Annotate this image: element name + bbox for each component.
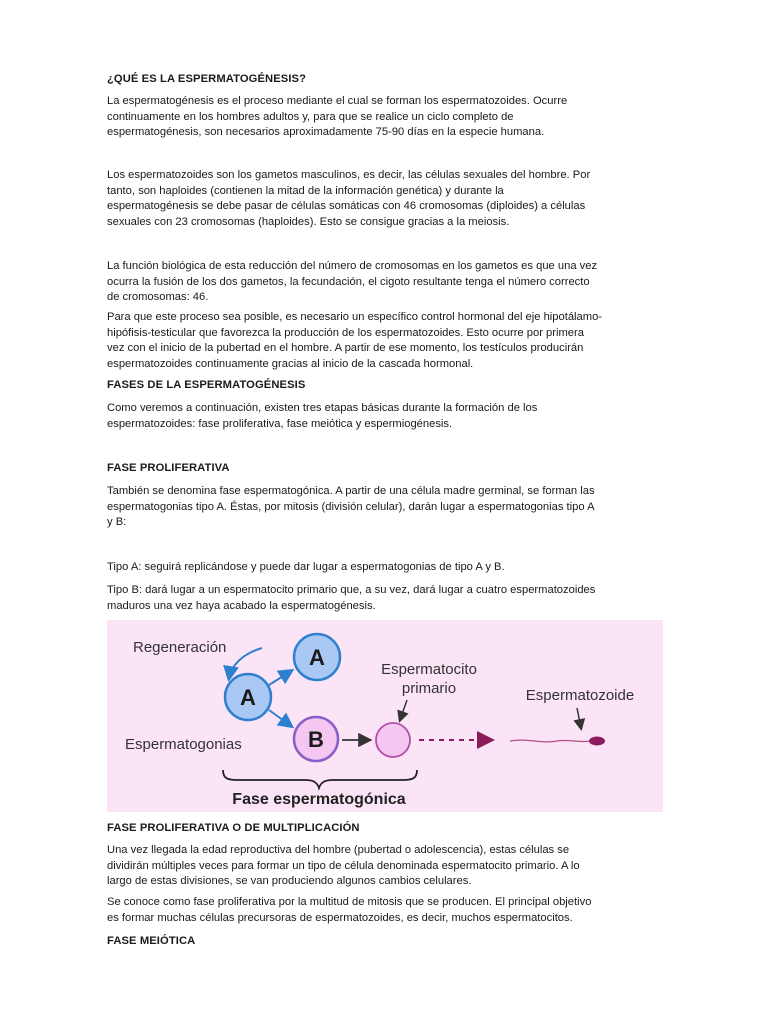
cell-a-top-label: A [309,645,325,670]
text-line: La función biológica de esta reducción del número de cromosomas en los gametos es que una vez [107,260,598,272]
heading-multiplicacion: FASE PROLIFERATIVA O DE MULTIPLICACIÓN [107,822,360,834]
arrow-a-to-a [269,671,291,685]
text-line: Como veremos a continuación, existen tres etapas básicas durante la formación de los [107,402,538,414]
text-line: La espermatogénesis es el proceso mediante el cual se forman los espermatozoides. Ocurre [107,95,568,107]
sperm-head [589,737,605,746]
heading-fases: FASES DE LA ESPERMATOGÉNESIS [107,379,306,391]
cell-espermatocito [376,723,410,757]
paragraph-edad-reproductiva [107,843,663,890]
text-line: y B: [107,516,127,529]
paragraph-control-hormonal [107,310,663,372]
text-line: espermatogénesis se debe pasar de células somáticas con 46 cromosomas (diploides) a células [107,200,586,213]
text-line: es formar muchas células precursoras de espermatozoides, es decir, muchos espermatocitos. [107,911,573,924]
label-espermatozoide: Espermatozoide [525,687,635,704]
cell-b-label: B [308,727,324,752]
text-line: de cromosomas: 46. [107,291,209,304]
text-line: espermatogonias tipo A. Éstas, por mitosis (división celular), darán lugar a espermatogonias tipo A [107,500,595,513]
pointer-espermatozoide [577,708,581,728]
text-line: Para que este proceso sea posible, es necesario un específico control hormonal del eje hipotálamo- [107,311,603,323]
heading-que-es: ¿QUÉ ES LA ESPERMATOGÉNESIS? [107,73,307,85]
text-line: espermatogénesis, son necesarios aproximadamente 75-90 días en la especie humana. [107,126,545,139]
sperm-tail [510,740,591,742]
label-espermatocito-line2: primario [401,680,457,697]
text-line: largo de estas divisiones, se van produciendo algunos cambios celulares. [107,875,472,888]
text-line: maduros una vez haya acabado la espermatogénesis. [107,599,376,612]
paragraph-gametos [107,168,663,230]
text-line: continuamente en los hombres adultos y, para que se realice un ciclo completo de [107,110,514,123]
paragraph-intro [107,94,663,141]
text-line: dividirán múltiples veces para formar un tipo de célula denominada espermatocito primario. A lo [107,859,580,872]
label-espermatogonias: Espermatogonias [125,736,242,753]
paragraph-tipo-b [107,583,663,614]
text-line: espermatozoides continuamente gracias al inicio de la cascada hormonal. [107,357,474,370]
text-line: Tipo A: seguirá replicándose y puede dar lugar a espermatogonias de tipo A y B. [107,561,505,573]
paragraph-funcion [107,259,663,306]
paragraph-etapas [107,401,663,432]
spermatogenesis-diagram [107,620,663,812]
text-line: Una vez llegada la edad reproductiva del hombre (pubertad o adolescencia), estas células se [107,844,570,856]
text-line: Tipo B: dará lugar a un espermatocito primario que, a su vez, dará lugar a cuatro espermatozoides [107,584,596,596]
text-line: espermatozoides: fase proliferativa, fase meiótica y espermiogénesis. [107,417,453,430]
text-line: Se conoce como fase proliferativa por la multitud de mitosis que se producen. El principal objetivo [107,896,592,908]
arrow-a-to-b [269,710,291,726]
text-line: vez con el inicio de la pubertad en el hombre. A partir de ese momento, los testículos producirán [107,342,584,355]
paragraph-espermatogonica [107,484,663,531]
label-espermatocito-line1: Espermatocito [381,661,477,678]
text-line: Los espermatozoides son los gametos masculinos, es decir, las células sexuales del hombre. Por [107,169,591,181]
pointer-espermatocito [400,700,407,720]
label-regeneracion: Regeneración [133,639,227,656]
text-line: hipófisis-testicular que favorezca la producción de los espermatozoides. Esto ocurre por primera [107,326,584,339]
label-fase-espermatogonica: Fase espermatogónica [232,791,406,808]
cell-a-left-label: A [240,685,256,710]
text-line: sexuales con 23 cromosomas (haploides). Esto se consigue gracias a la meiosis. [107,215,510,228]
heading-fase-proliferativa: FASE PROLIFERATIVA [107,462,230,474]
heading-fase-meiotica: FASE MEIÓTICA [107,935,196,947]
brace [223,770,417,788]
text-line: tanto, son haploides (contienen la mitad de la información genética) y durante la [107,184,504,197]
text-line: También se denomina fase espermatogónica. A partir de una célula madre germinal, se forman las [107,485,595,497]
text-line: ocurra la fusión de los dos gametos, la fecundación, el cigoto resultante tenga el número correcto [107,275,590,288]
paragraph-objetivo [107,895,663,926]
paragraph-tipo-a [107,560,663,576]
diagram-svg [107,620,663,812]
